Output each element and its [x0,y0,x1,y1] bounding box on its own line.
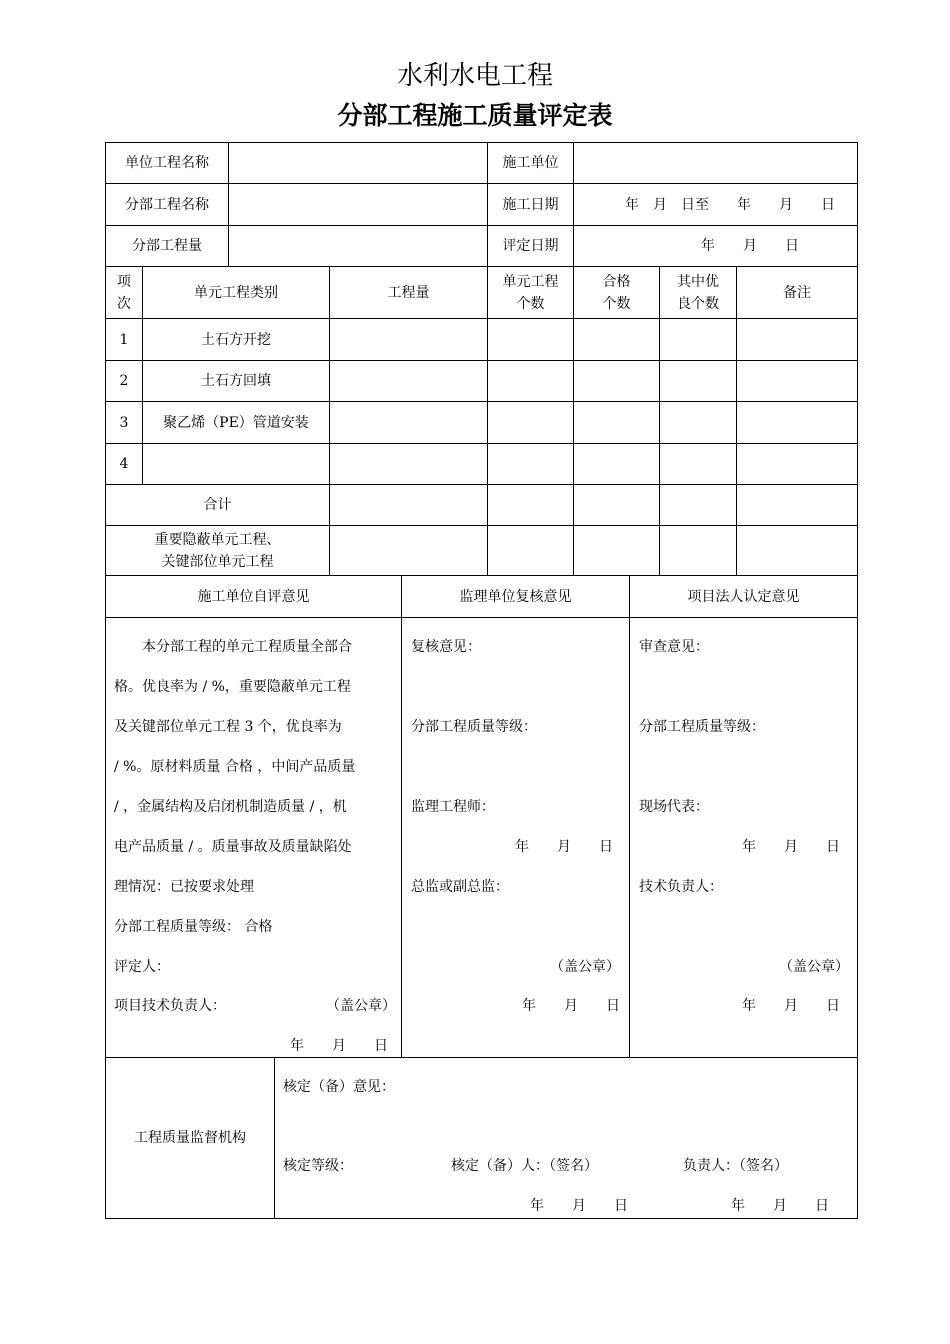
row-2-index: 2 [105,360,143,402]
header-category: 单元工程类别 [142,266,330,319]
supervisor-seal: （盖公章） [550,959,620,975]
row-4-category[interactable] [142,443,330,485]
supervisor-engineer: 监理工程师： [411,799,495,815]
row-4-quantity[interactable] [329,443,488,485]
contractor-line-6: 电产品质量 / 。质量事故及质量缺陷处 [114,839,352,855]
supervision-grade: 核定等级： [283,1158,353,1174]
contractor-grade: 分部工程质量等级： 合格 [114,919,273,935]
supervision-verifier: 核定（备）人：（签名） [451,1158,598,1174]
row-3-quantity[interactable] [329,401,488,444]
header-qualified-count: 合格 个数 [573,266,660,319]
total-excellent-count[interactable] [659,484,737,526]
row-1-index: 1 [105,318,143,361]
key-units-label: 重要隐蔽单元工程、 关键部位单元工程 [105,525,330,576]
supervision-agency-label: 工程质量监督机构 [105,1057,275,1219]
row-3-qualified-count[interactable] [573,401,660,444]
total-quantity[interactable] [329,484,488,526]
owner-opinion-header: 项目法人认定意见 [629,575,858,618]
row-1-category: 土石方开挖 [142,318,330,361]
contractor-line-1: 本分部工程的单元工程质量全部合 [114,639,352,655]
row-1-remarks[interactable] [736,318,858,361]
row-2-qualified-count[interactable] [573,360,660,402]
total-unit-count[interactable] [487,484,574,526]
contractor-line-7: 理情况：已按要求处理 [114,879,254,895]
row-3-excellent-count[interactable] [659,401,737,444]
key-units-quantity[interactable] [329,525,488,576]
supervisor-date-1: 年 月 日 [515,839,613,855]
row-4-qualified-count[interactable] [573,443,660,485]
owner-seal: （盖公章） [779,959,849,975]
division-quantity-label: 分部工程量 [105,225,229,267]
key-units-excellent-count[interactable] [659,525,737,576]
header-remarks: 备注 [736,266,858,319]
owner-rep: 现场代表： [639,799,709,815]
evaluation-date-label: 评定日期 [487,225,574,267]
owner-review: 审查意见： [639,639,709,655]
construction-date-field[interactable]: 年 月 日至 年 月 日 [573,183,858,226]
row-3-index: 3 [105,401,143,444]
contractor-opinion-header: 施工单位自评意见 [105,575,402,618]
row-2-quantity[interactable] [329,360,488,402]
row-3-unit-count[interactable] [487,401,574,444]
header-excellent-count: 其中优 良个数 [659,266,737,319]
unit-project-name-label: 单位工程名称 [105,142,229,184]
key-units-remarks[interactable] [736,525,858,576]
row-4-unit-count[interactable] [487,443,574,485]
evaluation-date-field[interactable]: 年 月 日 [573,225,858,267]
contractor-line-4: / %。原材料质量 合格 ，中间产品质量 [114,759,356,775]
supervisor-date-2: 年 月 日 [522,998,620,1014]
contractor-date: 年 月 日 [290,1038,388,1054]
total-label: 合计 [105,484,330,526]
owner-tech-lead: 技术负责人： [639,879,723,895]
division-project-name-field[interactable] [228,183,488,226]
document-title-line1: 水利水电工程 [396,61,553,91]
supervision-date-2: 年 月 日 [731,1198,829,1214]
division-quantity-field[interactable] [228,225,488,267]
row-3-remarks[interactable] [736,401,858,444]
unit-project-name-field[interactable] [228,142,488,184]
contractor-tech-lead: 项目技术负责人： [114,998,226,1014]
construction-unit-label: 施工单位 [487,142,574,184]
supervision-opinion: 核定（备）意见： [283,1079,395,1095]
header-index: 项 次 [105,266,143,319]
row-3-category: 聚乙烯（PE）管道安装 [142,401,330,444]
supervisor-grade: 分部工程质量等级： [411,719,537,735]
supervision-responsible: 负责人：（签名） [683,1158,788,1174]
row-1-qualified-count[interactable] [573,318,660,361]
supervision-date-1: 年 月 日 [530,1198,628,1214]
contractor-seal: （盖公章） [326,998,396,1014]
division-project-name-label: 分部工程名称 [105,183,229,226]
total-qualified-count[interactable] [573,484,660,526]
row-4-excellent-count[interactable] [659,443,737,485]
contractor-line-2: 格。优良率为 / %，重要隐蔽单元工程 [114,679,351,695]
header-quantity: 工程量 [329,266,488,319]
supervisor-review: 复核意见： [411,639,481,655]
construction-date-label: 施工日期 [487,183,574,226]
row-2-unit-count[interactable] [487,360,574,402]
total-remarks[interactable] [736,484,858,526]
header-unit-count: 单元工程 个数 [487,266,574,319]
row-2-excellent-count[interactable] [659,360,737,402]
row-2-category: 土石方回填 [142,360,330,402]
supervisor-opinion-header: 监理单位复核意见 [401,575,630,618]
row-1-quantity[interactable] [329,318,488,361]
row-1-excellent-count[interactable] [659,318,737,361]
key-units-qualified-count[interactable] [573,525,660,576]
row-2-remarks[interactable] [736,360,858,402]
supervisor-chief: 总监或副总监： [411,879,509,895]
construction-unit-field[interactable] [573,142,858,184]
owner-date-2: 年 月 日 [742,998,840,1014]
document-title-line2: 分部工程施工质量评定表 [337,101,613,130]
contractor-evaluator: 评定人： [114,959,170,975]
owner-date-1: 年 月 日 [742,839,840,855]
owner-grade: 分部工程质量等级： [639,719,765,735]
contractor-line-5: / ，金属结构及启闭机制造质量 / ，机 [114,799,347,815]
key-units-unit-count[interactable] [487,525,574,576]
row-4-remarks[interactable] [736,443,858,485]
contractor-line-3: 及关键部位单元工程 3 个，优良率为 [114,719,342,735]
row-4-index: 4 [105,443,143,485]
row-1-unit-count[interactable] [487,318,574,361]
